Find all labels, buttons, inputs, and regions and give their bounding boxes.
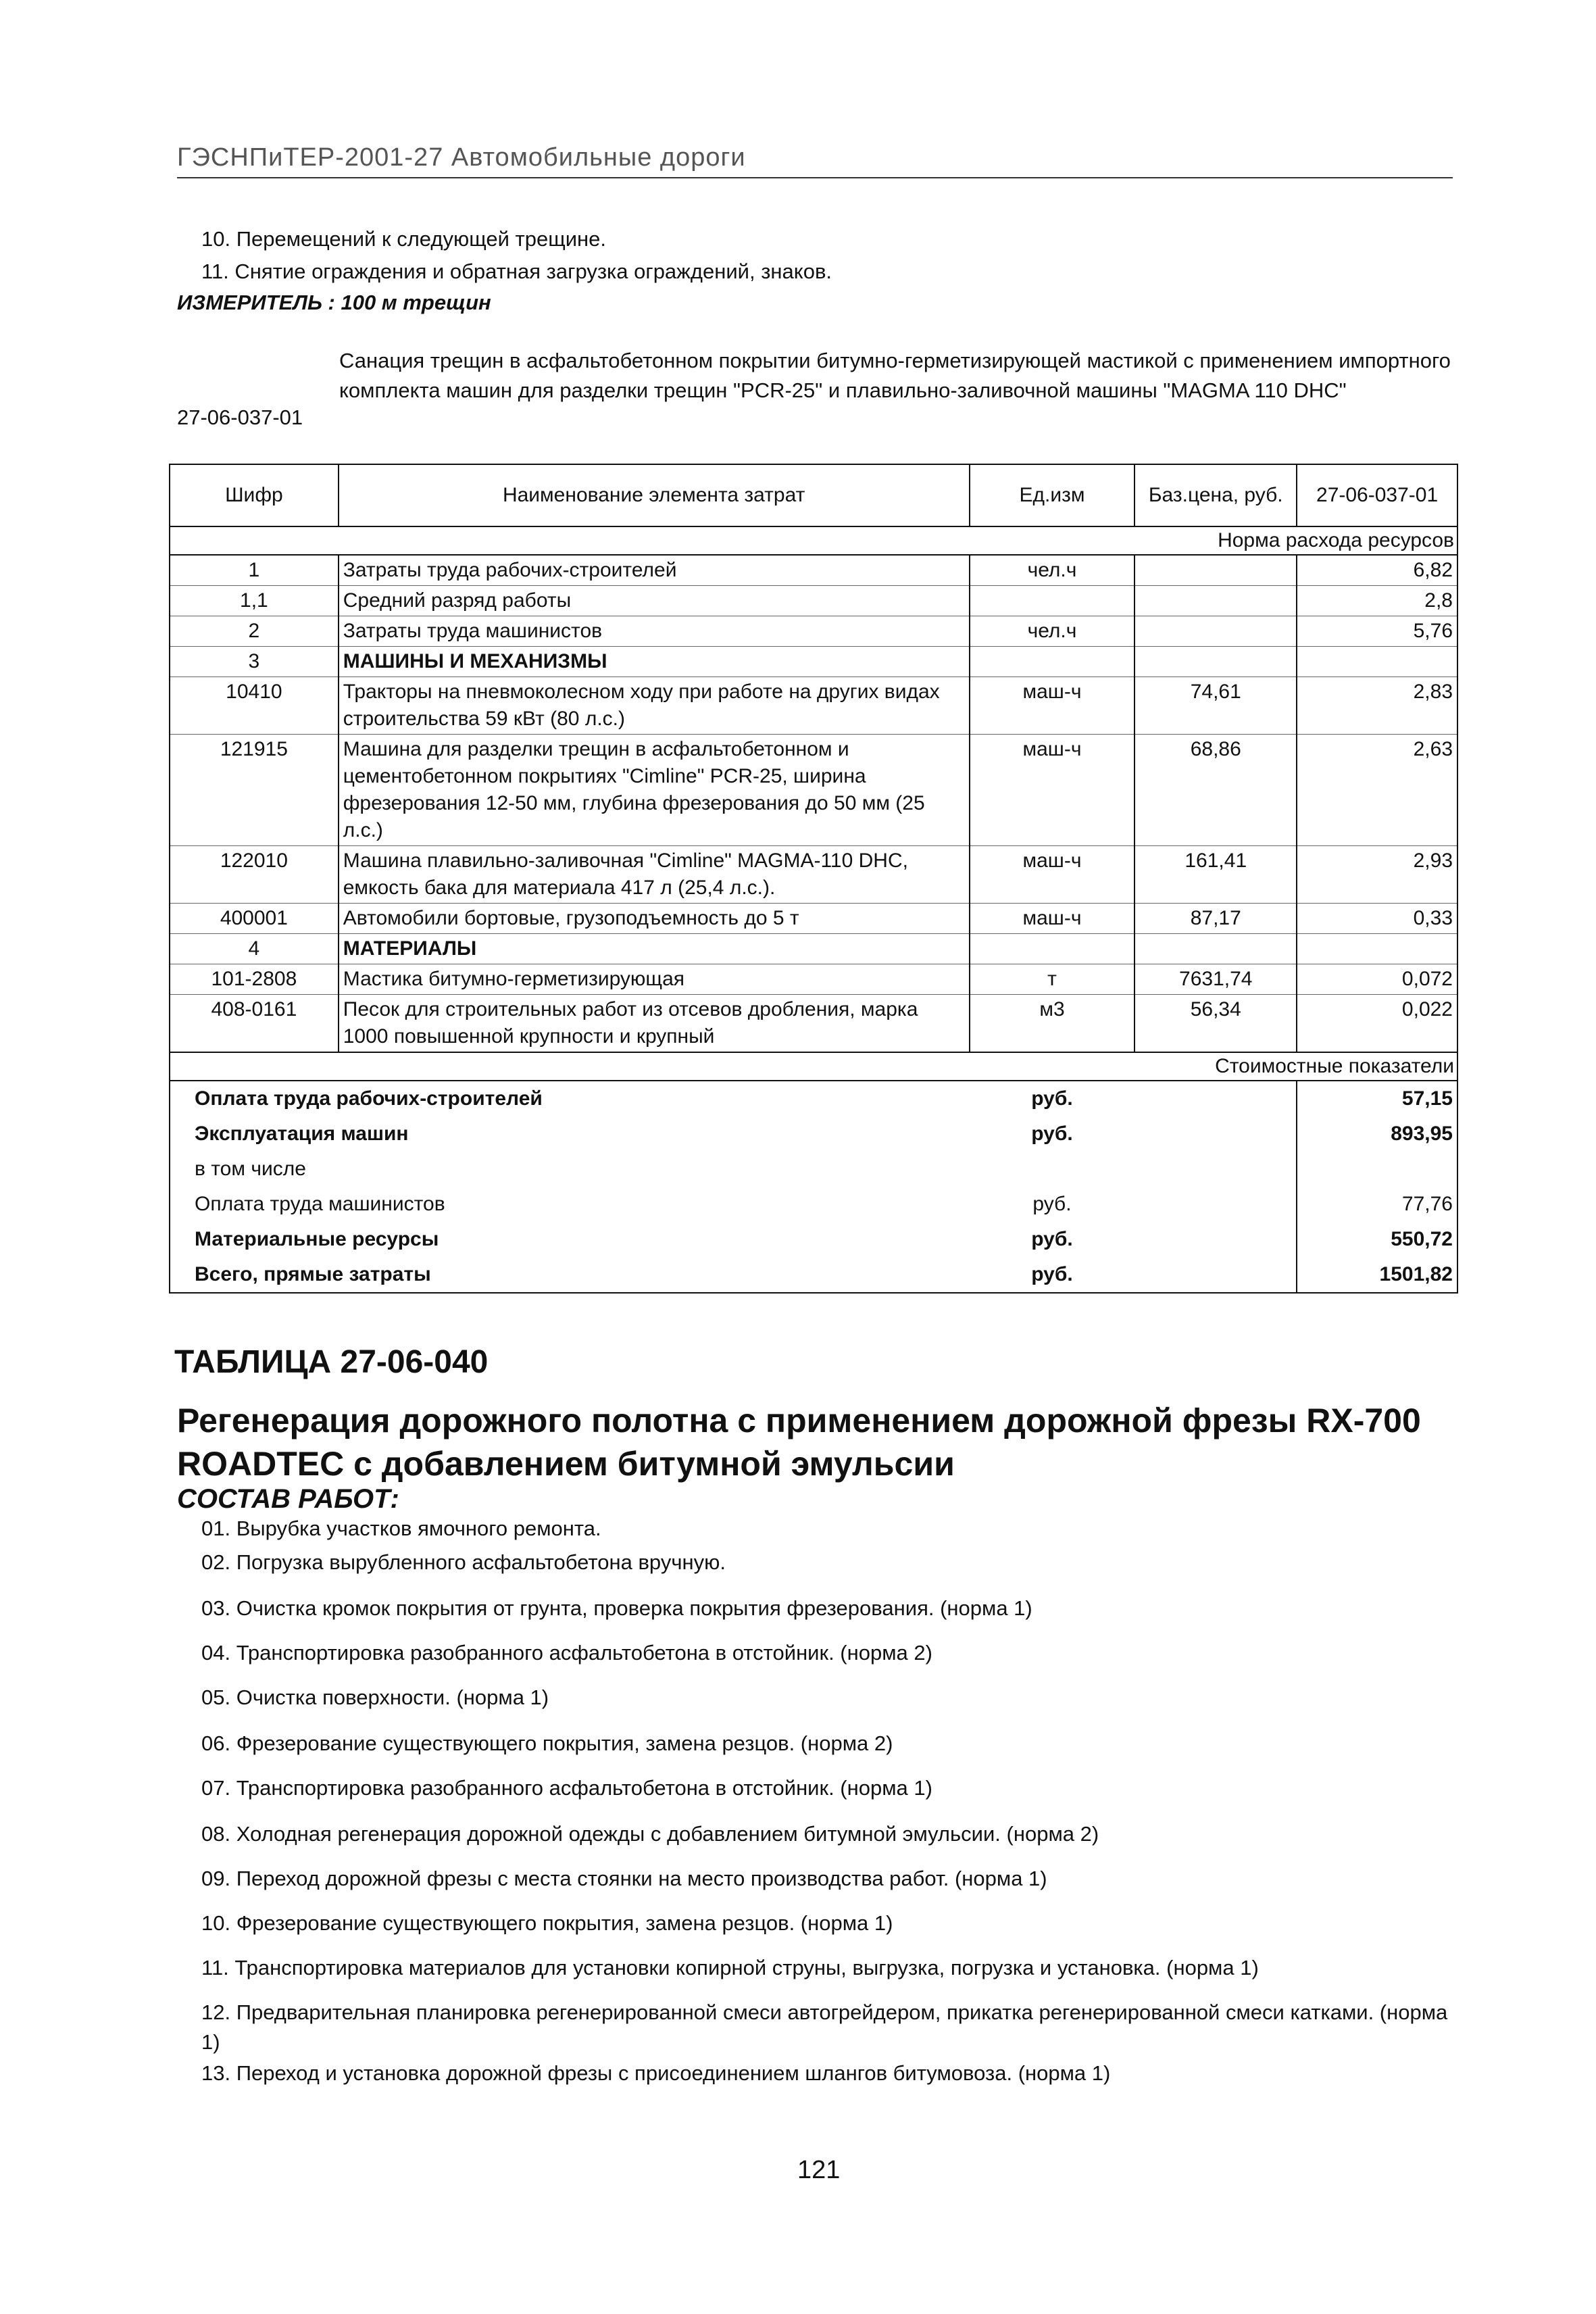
- total-label: Материальные ресурсы: [170, 1222, 970, 1257]
- row-unit: [970, 647, 1135, 677]
- total-unit: руб.: [1031, 1087, 1073, 1110]
- row-code: 400001: [170, 904, 339, 934]
- work-step: 01. Вырубка участков ямочного ремонта.: [201, 1517, 601, 1540]
- row-price: 87,17: [1134, 904, 1297, 934]
- work-step: 02. Погрузка вырубленного асфальтобетона вручную.: [201, 1550, 726, 1574]
- norm-band-row: [170, 526, 1457, 555]
- total-label: Оплата труда рабочих-строителей: [170, 1081, 970, 1116]
- row-value: [1297, 934, 1457, 964]
- total-label: Эксплуатация машин: [170, 1116, 970, 1152]
- table-row: [170, 555, 1457, 586]
- header-norm: 27-06-037-01: [1297, 464, 1457, 526]
- total-value: 1501,82: [1297, 1257, 1457, 1293]
- row-name: МАШИНЫ И МЕХАНИЗМЫ: [339, 647, 970, 677]
- row-code: 3: [170, 647, 339, 677]
- total-price: [1134, 1152, 1297, 1187]
- table-row: [170, 964, 1457, 995]
- page-number: 121: [797, 2156, 841, 2184]
- row-price: [1134, 616, 1297, 647]
- norm-band: Норма расхода ресурсов: [170, 526, 1457, 555]
- norm-code: 27-06-037-01: [177, 405, 303, 429]
- table-row: [170, 735, 1457, 846]
- section-subtitle: Регенерация дорожного полотна с применением дорожной фрезы RX-700 ROADTEC с добавлением битумной эмульсии: [177, 1402, 1421, 1483]
- work-step: 11. Транспортировка материалов для установки копирной струны, выгрузка, погрузка и установка. (норма 1): [201, 1956, 1259, 1979]
- row-price: [1134, 586, 1297, 616]
- work-step: 09. Переход дорожной фрезы с места стоянки на место производства работ. (норма 1): [201, 1867, 1047, 1890]
- row-name: Автомобили бортовые, грузоподъемность до 5 т: [339, 904, 970, 934]
- total-price: [1134, 1081, 1297, 1116]
- row-name: Затраты труда рабочих-строителей: [339, 555, 970, 586]
- total-price: [1134, 1116, 1297, 1152]
- row-name: МАТЕРИАЛЫ: [339, 934, 970, 964]
- table-row: [170, 677, 1457, 735]
- row-unit: чел.ч: [970, 616, 1135, 647]
- total-value: 77,76: [1297, 1187, 1457, 1222]
- row-price: 56,34: [1134, 995, 1297, 1053]
- row-value: 0,33: [1297, 904, 1457, 934]
- row-unit: чел.ч: [970, 555, 1135, 586]
- section-title: ТАБЛИЦА 27-06-040: [174, 1344, 489, 1380]
- table-row: [170, 846, 1457, 904]
- measure-label: ИЗМЕРИТЕЛЬ : 100 м трещин: [177, 291, 491, 314]
- total-price: [1134, 1187, 1297, 1222]
- header-code: Шифр: [170, 464, 339, 526]
- total-price: [1134, 1257, 1297, 1293]
- cost-band-row: [170, 1052, 1457, 1081]
- norm-description: Санация трещин в асфальтобетонном покрытии битумно-герметизирующей мастикой с применением импортного комплекта машин для разделки трещин "PCR-25" и плавильно-заливочной машины "MAGMA 110 DHC": [339, 349, 1451, 402]
- row-name: Машина плавильно-заливочная "Cimline" MAGMA-110 DHC, емкость бака для материала 417 л (25,4 л.с.).: [339, 846, 970, 904]
- row-code: 1: [170, 555, 339, 586]
- row-price: 68,86: [1134, 735, 1297, 846]
- row-price: 7631,74: [1134, 964, 1297, 995]
- work-step: 10. Фрезерование существующего покрытия, замена резцов. (норма 1): [201, 1911, 893, 1935]
- total-label: в том числе: [170, 1152, 970, 1187]
- total-price: [1134, 1222, 1297, 1257]
- row-unit: маш-ч: [970, 904, 1135, 934]
- row-unit: маш-ч: [970, 677, 1135, 735]
- table-header-row: [170, 464, 1457, 526]
- row-code: 408-0161: [170, 995, 339, 1053]
- row-value: 6,82: [1297, 555, 1457, 586]
- total-unit: руб.: [1032, 1193, 1072, 1215]
- row-name: Песок для строительных работ из отсевов дробления, марка 1000 повышенной крупности и крупный: [339, 995, 970, 1053]
- row-unit: [970, 586, 1135, 616]
- row-value: 2,63: [1297, 735, 1457, 846]
- row-code: 4: [170, 934, 339, 964]
- total-row: [170, 1081, 1457, 1116]
- row-price: 161,41: [1134, 846, 1297, 904]
- table-row: [170, 904, 1457, 934]
- total-value: 893,95: [1297, 1116, 1457, 1152]
- row-value: 2,8: [1297, 586, 1457, 616]
- row-name: Средний разряд работы: [339, 586, 970, 616]
- row-code: 10410: [170, 677, 339, 735]
- table-row: [170, 995, 1457, 1053]
- total-label: Всего, прямые затраты: [170, 1257, 970, 1293]
- total-row: [170, 1187, 1457, 1222]
- row-price: 74,61: [1134, 677, 1297, 735]
- row-value: 5,76: [1297, 616, 1457, 647]
- table-row: [170, 647, 1457, 677]
- work-step: 13. Переход и установка дорожной фрезы с присоединением шлангов битумовоза. (норма 1): [201, 2061, 1111, 2085]
- row-unit: т: [970, 964, 1135, 995]
- row-code: 2: [170, 616, 339, 647]
- work-step: 05. Очистка поверхности. (норма 1): [201, 1685, 549, 1709]
- row-price: [1134, 647, 1297, 677]
- row-unit: маш-ч: [970, 735, 1135, 846]
- work-step: 07. Транспортировка разобранного асфальтобетона в отстойник. (норма 1): [201, 1776, 932, 1800]
- header-rule: [177, 177, 1453, 178]
- work-step: 08. Холодная регенерация дорожной одежды с добавлением битумной эмульсии. (норма 2): [201, 1822, 1099, 1846]
- work-step: 06. Фрезерование существующего покрытия, замена резцов. (норма 2): [201, 1731, 893, 1755]
- total-row: [170, 1257, 1457, 1293]
- row-name: Машина для разделки трещин в асфальтобетонном и цементобетонном покрытиях "Cimline" PCR-25, ширина фрезерования 12-50 мм, глубина фрезерования до 50 мм (25 л.с.): [339, 735, 970, 846]
- row-price: [1134, 555, 1297, 586]
- header-unit: Ед.изм: [970, 464, 1135, 526]
- total-unit: руб.: [970, 1257, 1135, 1293]
- top-step-10: 10. Перемещений к следующей трещине.: [201, 227, 606, 251]
- total-label: Оплата труда машинистов: [170, 1187, 970, 1222]
- row-value: [1297, 647, 1457, 677]
- row-code: 121915: [170, 735, 339, 846]
- row-name: Затраты труда машинистов: [339, 616, 970, 647]
- total-row: [170, 1152, 1457, 1187]
- row-unit: маш-ч: [970, 846, 1135, 904]
- row-name: Мастика битумно-герметизирующая: [339, 964, 970, 995]
- sostav-label: СОСТАВ РАБОТ:: [177, 1484, 399, 1514]
- row-value: 0,072: [1297, 964, 1457, 995]
- header-name: Наименование элемента затрат: [339, 464, 970, 526]
- total-value: [1297, 1152, 1457, 1187]
- total-unit: [970, 1152, 1135, 1187]
- table-row: [170, 586, 1457, 616]
- row-unit: [970, 934, 1135, 964]
- work-step: 04. Транспортировка разобранного асфальтобетона в отстойник. (норма 2): [201, 1641, 932, 1665]
- table-row: [170, 934, 1457, 964]
- top-step-11: 11. Снятие ограждения и обратная загрузка ограждений, знаков.: [201, 260, 832, 283]
- work-step: 12. Предварительная планировка регенерированной смеси автогрейдером, прикатка регенерированной смеси катками. (норма 1): [201, 2000, 1448, 2054]
- row-name: Тракторы на пневмоколесном ходу при работе на других видах строительства 59 кВт (80 л.с.): [339, 677, 970, 735]
- total-unit: руб.: [1031, 1228, 1073, 1250]
- row-price: [1134, 934, 1297, 964]
- resource-norm-table: [169, 464, 1458, 1294]
- total-row: [170, 1116, 1457, 1152]
- total-value: 550,72: [1297, 1222, 1457, 1257]
- row-unit: м3: [970, 995, 1135, 1053]
- work-step: 03. Очистка кромок покрытия от грунта, проверка покрытия фрезерования. (норма 1): [201, 1596, 1032, 1620]
- total-unit: руб.: [1031, 1123, 1073, 1145]
- total-value: 57,15: [1297, 1081, 1457, 1116]
- row-value: 0,022: [1297, 995, 1457, 1053]
- total-row: [170, 1222, 1457, 1257]
- row-value: 2,83: [1297, 677, 1457, 735]
- running-header: ГЭСНПиТЕР-2001-27 Автомобильные дороги: [177, 143, 746, 172]
- cost-band: Стоимостные показатели: [170, 1052, 1457, 1081]
- row-code: 101-2808: [170, 964, 339, 995]
- table-row: [170, 616, 1457, 647]
- row-code: 122010: [170, 846, 339, 904]
- row-value: 2,93: [1297, 846, 1457, 904]
- row-code: 1,1: [170, 586, 339, 616]
- header-price: Баз.цена, руб.: [1134, 464, 1297, 526]
